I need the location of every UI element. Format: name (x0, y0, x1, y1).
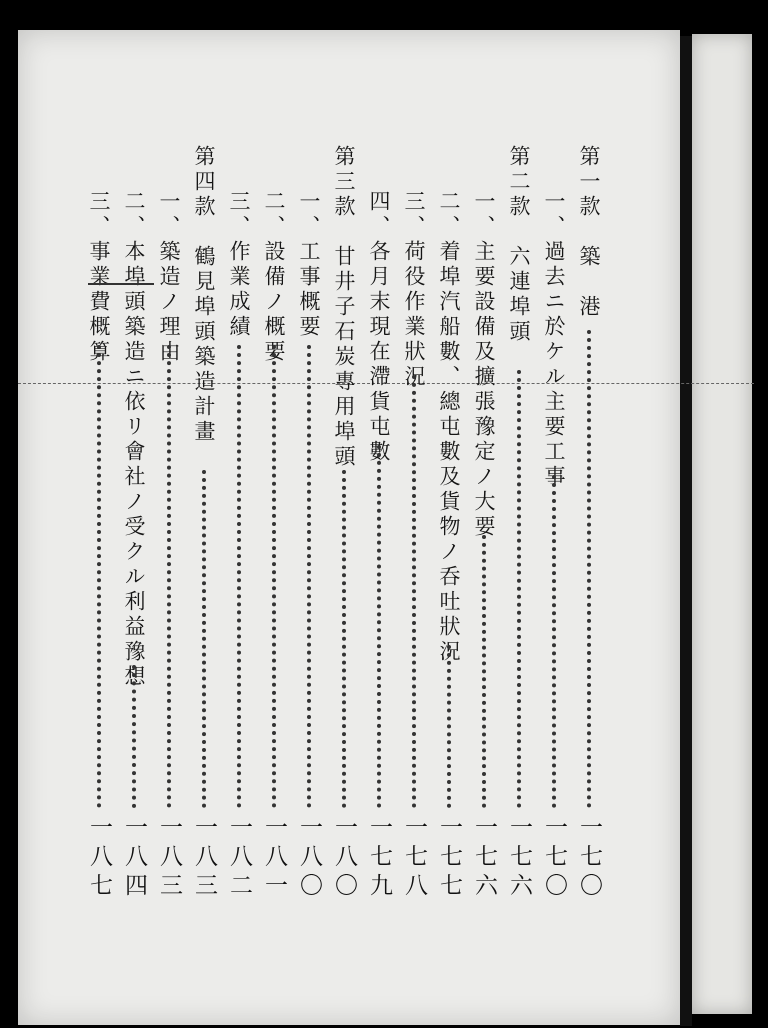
toc-entry (362, 0, 396, 1028)
dot-leader (552, 475, 556, 808)
toc-entry (187, 0, 221, 1028)
entry-title: 一、工事概要 (297, 190, 321, 340)
toc-entry (327, 0, 361, 1028)
entry-title: 一、主要設備及擴張豫定ノ大要 (472, 190, 496, 540)
toc-entry (292, 0, 326, 1028)
dot-leader (412, 375, 416, 808)
entry-title: 一、築造ノ理由 (157, 190, 181, 365)
entry-title: 二、設備ノ概要 (262, 190, 286, 365)
dot-leader (307, 345, 311, 808)
page-number: 一八七 (86, 815, 112, 902)
page-number: 一七七 (436, 815, 462, 902)
dot-leader (237, 345, 241, 808)
entry-title: 三、作業成績 (227, 190, 251, 340)
dot-leader (97, 345, 101, 808)
section-heading: 第四款 鶴見埠頭築造計畫 (192, 145, 216, 445)
toc-entry (572, 0, 606, 1028)
entry-title: 二、着埠汽船數、總屯數及貨物ノ呑吐狀況 (437, 190, 461, 665)
toc-entry (117, 0, 151, 1028)
entry-title: 二、本埠頭築造ニ依リ會社ノ受クル利益豫想 (122, 190, 146, 690)
book-spine (680, 36, 692, 1026)
dot-leader (132, 665, 136, 808)
section-heading: 第一款 築 港 (577, 145, 601, 320)
dot-leader (202, 470, 206, 808)
toc-entry (222, 0, 256, 1028)
page-number: 一七〇 (541, 815, 567, 902)
page-number: 一七六 (471, 815, 497, 902)
toc-entry (82, 0, 116, 1028)
page-number: 一七九 (366, 815, 392, 902)
dot-leader (587, 330, 591, 808)
entry-title: 三、荷役作業狀況 (402, 190, 426, 390)
page-number: 一八〇 (296, 815, 322, 902)
toc-entry (537, 0, 571, 1028)
page-number: 一七六 (506, 815, 532, 902)
page-number: 一八三 (156, 815, 182, 902)
handwritten-underline (88, 283, 154, 285)
page-number: 一七〇 (576, 815, 602, 902)
page-number: 一八一 (261, 815, 287, 902)
dot-leader (272, 345, 276, 808)
toc-entry (397, 0, 431, 1028)
entry-title: 一、過去ニ於ケル主要工事 (542, 190, 566, 490)
page-number: 一七八 (401, 815, 427, 902)
facing-page-edge (692, 34, 752, 1014)
dot-leader (447, 645, 451, 808)
page-number: 一八二 (226, 815, 252, 902)
dot-leader (482, 535, 486, 808)
page-number: 一八〇 (331, 815, 357, 902)
dot-leader (167, 345, 171, 808)
dot-leader (377, 445, 381, 808)
page-number: 一八三 (191, 815, 217, 902)
entry-title: 三、事業費概算 (87, 190, 111, 365)
section-heading: 第二款 六連埠頭 (507, 145, 531, 345)
dot-leader (342, 470, 346, 808)
dot-leader (517, 370, 521, 808)
page-number: 一八四 (121, 815, 147, 902)
toc-entry (152, 0, 186, 1028)
toc-entry (257, 0, 291, 1028)
section-heading: 第三款 甘井子石炭專用埠頭 (332, 145, 356, 470)
toc-entry (502, 0, 536, 1028)
toc-entry (467, 0, 501, 1028)
entry-title: 四、各月末現在滯貨屯數 (367, 190, 391, 465)
toc-entry (432, 0, 466, 1028)
